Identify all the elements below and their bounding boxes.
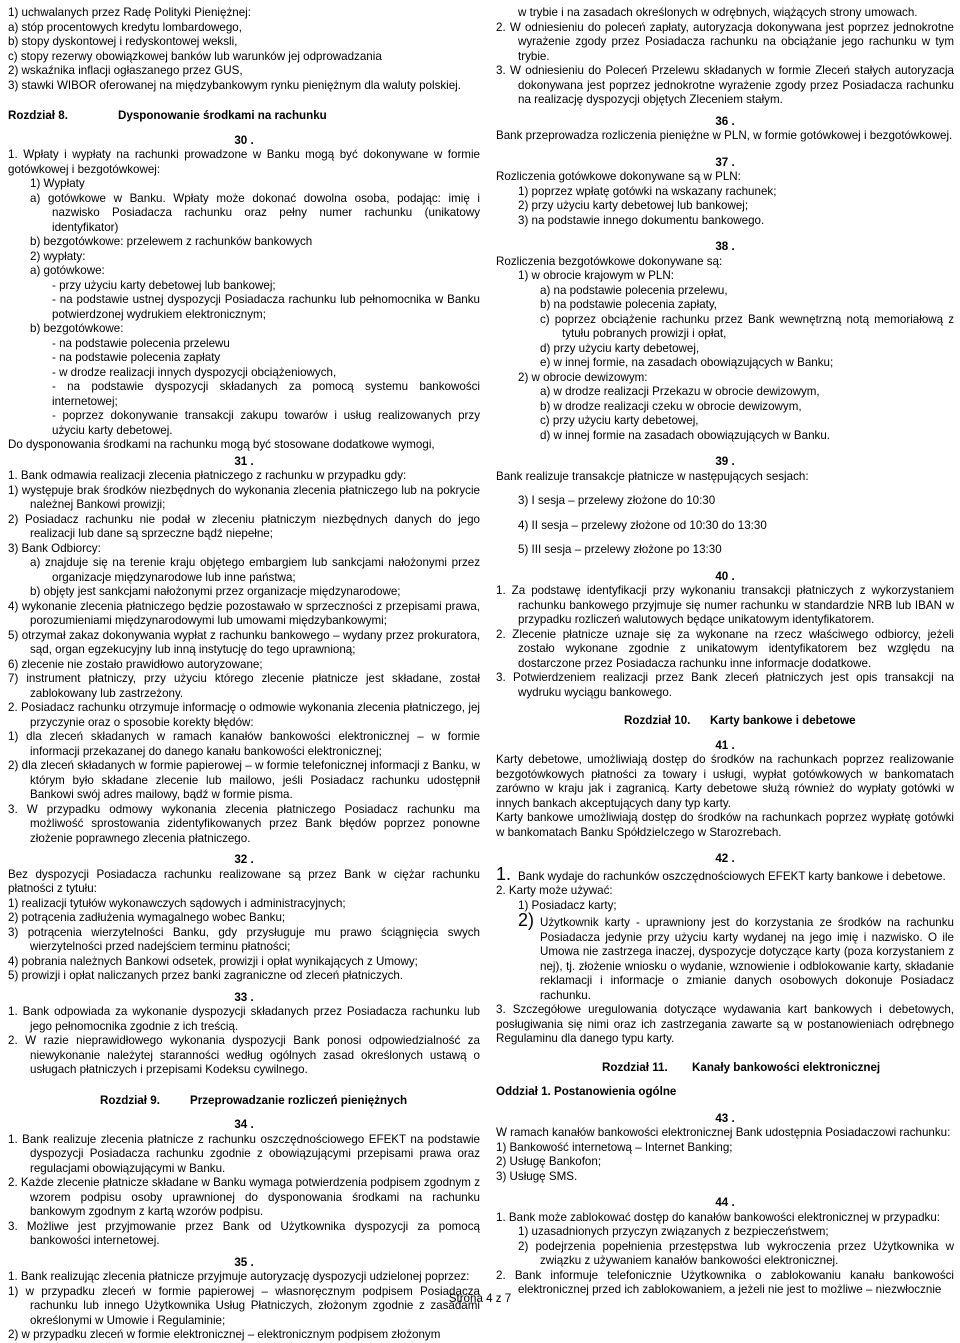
list-item: b) bezgotówkowe: przelewem z rachunków bankowych	[30, 235, 313, 248]
list-text: Bank wydaje do rachunków oszczędnościowych EFEKT karty bankowe i debetowe.	[518, 869, 946, 883]
section-title: 43 .	[715, 1111, 735, 1125]
chapter-title: Kanały bankowości elektronicznej	[692, 1060, 881, 1074]
list-item: 1. Bank odpowiada za wykonanie dyspozycji składanych przez Posiadacza rachunku lub jego pełnomocnika zgodnie z ich treścią.	[8, 1005, 480, 1033]
list-item: a) w drodze realizacji Przekazu w obrocie dewizowym,	[540, 385, 820, 398]
list-item: - na podstawie ustnej dyspozycji Posiadacza rachunku lub pełnomocnika w Banku potwierdzonej wydrukiem elektronicznym;	[52, 293, 480, 321]
section-title: 42 .	[715, 852, 735, 865]
list-item: 2. W razie nieprawidłowego wykonania dyspozycji Bank ponosi odpowiedzialność za niewykonanie należytej staranności według ogólnych zasad określonych ustawą o usługach płatniczych i przepisami Kodeksu cywilnego.	[8, 1034, 480, 1076]
list-item: 2. Bank informuje telefonicznie Użytkownika o zablokowaniu kanału bankowości elektronicznej przed ich zablokowaniem, a jeżeli nie jest to możliwe – niezwłocznie	[496, 1268, 954, 1296]
list-item: 3. W odniesieniu do Poleceń Przelewu składanych w formie Zleceń stałych autoryzacja dokonywana jest poprzez jednokrotne wyrażenie zgody przez Posiadacza rachunku na realizację dyspozycji objętych Zleceniem stałym.	[496, 64, 954, 106]
list-item	[496, 910, 954, 1003]
section-title: 38 .	[715, 240, 735, 253]
chapter-title: Przeprowadzanie rozliczeń pieniężnych	[190, 1093, 408, 1107]
page-footer: Strona 4 z 7	[448, 1292, 512, 1305]
paragraph: 3. Szczegółowe uregulowania dotyczące wydawania kart bankowych i debetowych, posługiwania się nimi oraz ich zastrzegania zawarte są w postanowieniach odrębnego Regulaminu dla danego typu karty.	[496, 1003, 954, 1045]
list-item: b) w drodze realizacji czeku w obrocie dewizowym,	[540, 399, 802, 413]
list-item: - poprzez dokonywanie transakcji zakupu towarów i usług realizowanych przy użyciu karty debetowej.	[52, 409, 480, 437]
paragraph: Bez dyspozycji Posiadacza rachunku realizowane są przez Bank w ciężar rachunku płatności z tytułu:	[8, 867, 480, 895]
list-item: 1. Za podstawę identyfikacji przy wykonaniu transakcji płatniczych z wykorzystaniem rachunku bankowego przyjmuje się numer rachunku w standardzie NRB lub IBAN w przypadku rozliczeń walutowych będące unikatowym identyfikatorem.	[496, 584, 954, 626]
list-item: 3. W przypadku odmowy wykonania zlecenia płatniczego Posiadacz rachunku ma możliwość sprostowania zidentyfikowanych przez Bank błędów poprzez ponowne złożenie poprawnego zlecenia płatniczego.	[8, 802, 480, 845]
list-item: 2) wypłaty:	[30, 249, 86, 263]
list-item: - na podstawie polecenia zapłaty	[52, 351, 221, 364]
list-item: 2. Karty może używać:	[496, 884, 613, 897]
chapter-number: Rozdział 11.	[602, 1060, 668, 1074]
list-item: a) gotówkowe:	[30, 264, 105, 277]
chapter-number: Rozdział 9.	[100, 1093, 160, 1107]
list-item: 2. Zlecenie płatnicze uznaje się za wykonane na rzecz właściwego odbiorcy, jeżeli zostało wykonane zgodnie z unikatowym identyfikatorem bez względu na dostarczone przez Posiadacza rachunku inne informacje dodatkowe.	[496, 627, 954, 670]
list-item: 1) w przypadku zleceń w formie papierowej – własnoręcznym podpisem Posiadacza rachunku lub innego Użytkownika Usług Płatniczych, złożonym zgodnie z zasadami określonymi w Umowie i Regulaminie;	[8, 1284, 480, 1327]
list-item: 1) Bankowość internetową – Internet Banking;	[496, 1140, 733, 1154]
section-title: 44 .	[715, 1196, 735, 1209]
list-item: 2) Posiadacz rachunku nie podał w zleceniu płatniczym niezbędnych danych do jego realizacji lub dane są sprzeczne bądź niepełne;	[8, 512, 480, 540]
list-item: - na podstawie dyspozycji składanych za pomocą systemu bankowości internetowej;	[52, 380, 480, 408]
section-title: 41 .	[715, 738, 735, 752]
text-line: 1) uchwalanych przez Radę Polityki Pieniężnej:	[8, 6, 251, 19]
section-title: 30 .	[234, 133, 254, 147]
left-column	[8, 6, 480, 1343]
paragraph: Rozliczenia gotówkowe dokonywane są w PLN:	[496, 170, 741, 183]
list-item: 1) w obrocie krajowym w PLN:	[518, 269, 674, 282]
list-item: d) w innej formie na zasadach obowiązujących w Banku.	[540, 428, 830, 442]
list-item: 5) otrzymał zakaz dokonywania wypłat z rachunku bankowego – wydany przez prokuratora, sąd, organ egzekucyjny lub inną instytucję do tego uprawnioną;	[8, 628, 480, 656]
list-item: 2) Usługę Bankofon;	[496, 1155, 602, 1168]
list-item: 1) Wypłaty	[30, 177, 85, 190]
chapter-title: Karty bankowe i debetowe	[710, 714, 856, 727]
section-title: 35 .	[234, 1255, 254, 1269]
chapter-heading	[8, 1094, 480, 1109]
list-item: 3) na podstawie innego dokumentu bankowego.	[518, 213, 765, 227]
list-item: 3) I sesja – przelewy złożone do 10:30	[518, 494, 716, 507]
list-item: 1) występuje brak środków niezbędnych do wykonania zlecenia płatniczego lub na pokrycie należnej Bankowi prowizji;	[8, 483, 480, 511]
text-line: 3) stawki WIBOR oferowanej na międzybankowym rynku pieniężnym dla waluty polskiej.	[8, 78, 461, 92]
paragraph: w trybie i na zasadach określonych w odrębnych, wiążących strony umowach.	[518, 6, 918, 19]
list-item: 2) podejrzenia popełnienia przestępstwa lub wykroczenia przez Użytkownika w związku z używaniem kanałów bankowości elektronicznej.	[518, 1239, 954, 1267]
paragraph: Karty bankowe umożliwiają dostęp do środków na rachunkach poprzez wypłatę gotówki w bankomatach Banku Spółdzielczego w Starozrebach.	[496, 811, 954, 839]
list-item: - na podstawie polecenia przelewu	[52, 336, 230, 350]
list-item: a) gotówkowe w Banku. Wpłaty może dokonać dowolna osoba, podając: imię i nazwisko Posiadacza rachunku oraz pełny numer rachunku (unikatowy identyfikator)	[30, 191, 480, 234]
list-item: 3) Usługę SMS.	[496, 1169, 578, 1183]
paragraph: Bank realizuje transakcje płatnicze w następujących sesjach:	[496, 469, 809, 483]
list-item: 2) przy użyciu karty debetowej lub bankowej;	[518, 199, 749, 212]
chapter-number: Rozdział 10.	[624, 714, 691, 727]
list-item: c) poprzez obciążenie rachunku przez Bank wewnętrzną notą memoriałową z tytułu pobranych prowizji i opłat,	[540, 312, 954, 340]
text-line: c) stopy rezerwy obowiązkowej banków lub warunków jej odprowadzania	[8, 49, 382, 63]
list-item: 5) prowizji i opłat naliczanych przez banki zagraniczne od zleceń płatniczych.	[8, 969, 404, 982]
list-item: e) w innej formie, na zasadach obowiązujących w Banku;	[540, 356, 834, 369]
list-item: 1. Bank realizuje zlecenia płatnicze z rachunku oszczędnościowego EFEKT na podstawie dyspozycji Posiadacza rachunku zgodnie z obowiązującymi przepisami prawa oraz regulacjami obowiązującymi w Banku.	[8, 1132, 480, 1175]
list-item: 2) potrącenia zadłużenia wymagalnego wobec Banku;	[8, 911, 286, 924]
list-item: a) na podstawie polecenia przelewu,	[540, 283, 728, 297]
section-title: 33 .	[234, 990, 254, 1004]
list-item: 1) poprzez wpłatę gotówki na wskazany rachunek;	[518, 184, 777, 198]
list-item: - w drodze realizacji innych dyspozycji obciążeniowych,	[52, 365, 337, 379]
list-item: a) znajduje się na terenie kraju objętego embargiem lub sankcjami nałożonymi przez organizacje międzynarodowe lub inne państwa;	[30, 556, 480, 584]
paragraph: W ramach kanałów bankowości elektronicznej Bank udostępnia Posiadaczowi rachunku:	[496, 1126, 951, 1139]
list-item: 3. Potwierdzeniem realizacji przez Bank zleceń płatniczych jest opis transakcji na wydruku wyciągu bankowego.	[496, 671, 954, 699]
list-item: 5) III sesja – przelewy złożone po 13:30	[518, 543, 722, 556]
paragraph: Do dysponowania środkami na rachunku mogą być stosowane dodatkowe wymogi,	[8, 438, 435, 451]
list-item: 2) w obrocie dewizowym:	[518, 370, 648, 384]
text-line: a) stóp procentowych kredytu lombardowego,	[8, 20, 242, 34]
list-item: 1. Bank realizując zlecenia płatnicze przyjmuje autoryzację dyspozycji udzielonej poprzez:	[8, 1270, 470, 1283]
text-line: b) stopy dyskontowej i redyskontowej weksli,	[8, 35, 238, 48]
list-item: 2. Każde zlecenie płatnicze składane w Banku wymaga potwierdzenia podpisem zgodnym z wzorem podpisu osoby uprawnionej do dysponowania środkami na rachunku bankowym zgodnym z kartą wzorów podpisu.	[8, 1176, 480, 1218]
list-item	[496, 863, 954, 885]
section-title: 31 .	[234, 454, 254, 468]
list-item: 3. Możliwe jest przyjmowanie przez Bank od Użytkownika dyspozycji za pomocą bankowości internetowej.	[8, 1219, 480, 1247]
text-line: 2) wskaźnika inflacji ogłaszanego przez GUS,	[8, 64, 243, 77]
list-item: b) bezgotówkowe:	[30, 322, 124, 335]
section-title: 36 .	[715, 114, 735, 128]
section-title: 37 .	[715, 155, 735, 169]
list-item: 1) dla zleceń składanych w ramach kanałów bankowości elektronicznej – w formie informacji przekazanej do danego kanału bankowości elektronicznej;	[8, 730, 480, 758]
list-item: 7) instrument płatniczy, przy użyciu którego zlecenie płatnicze jest składane, został zablokowany lub zastrzeżony.	[8, 672, 480, 700]
list-item: 2) dla zleceń składanych w formie papierowej – w formie telefonicznej informacji z Banku, w którym było składane zlecenie lub mailowo, jeśli Posiadacz rachunku udostępnił Bankowi swój adres mailowy, bądź w formie pisma.	[8, 759, 480, 801]
list-item: 4) pobrania należnych Bankowi odsetek, prowizji i opłat wynikających z Umowy;	[8, 954, 418, 968]
section-title: 34 .	[234, 1118, 254, 1131]
list-item: 1) realizacji tytułów wykonawczych sądowych i administracyjnych;	[8, 896, 346, 910]
chapter-title: Dysponowanie środkami na rachunku	[118, 109, 327, 122]
list-item: 4) wykonanie zlecenia płatniczego będzie pozostawało w sprzeczności z przepisami prawa, porozumieniami międzynarodowymi lub umowami międzybankowymi;	[8, 599, 480, 627]
paragraph: Bank przeprowadza rozliczenia pieniężne w PLN, w formie gotówkowej i bezgotówkowej.	[496, 129, 953, 142]
list-item: 1) Posiadacz karty;	[518, 898, 617, 912]
list-item: 2) w przypadku zleceń w formie elektronicznej – elektronicznym podpisem złożonym	[8, 1328, 441, 1341]
list-item: - przy użyciu karty debetowej lub bankowej;	[52, 278, 276, 292]
list-item: b) objęty jest sankcjami nałożonymi przez organizacje międzynarodowe;	[30, 585, 401, 598]
list-number: 2)	[518, 910, 535, 930]
chapter-heading	[8, 109, 480, 124]
right-column	[496, 6, 954, 1298]
paragraph: 1. Bank odmawia realizacji zlecenia płatniczego z rachunku w przypadku gdy:	[8, 469, 407, 482]
list-item: 2. Posiadacz rachunku otrzymuje informację o odmowie wykonania zlecenia płatniczego, jej przyczynie oraz o sposobie korekty błędów:	[8, 701, 480, 729]
list-item: 3) Bank Odbiorcy:	[8, 541, 101, 555]
list-item: 2. W odniesieniu do poleceń zapłaty, autoryzacja dokonywana jest poprzez jednokrotne wyrażenie zgody przez Posiadacza rachunku na obciążanie jego rachunku w tym trybie.	[496, 20, 954, 63]
section-title: 39 .	[715, 455, 735, 468]
list-text: Użytkownik karty - uprawniony jest do korzystania ze środków na rachunku Posiadacza jedynie przy użyciu karty wydanej na jego imię i nazwisko. O ile Umowa nie zastrzega inaczej, dyspozycje dotyczące karty (poza korzystaniem z nej), tj. złożenie wniosku o wydanie, wznowienie i odblokowanie karty, składanie reklamacji i informacje o zmianie danych osobowych dokonuje Posiadacz rachunku.	[540, 916, 954, 1002]
list-item: 1) uzasadnionych przyczyn związanych z bezpieczeństwem;	[518, 1225, 829, 1238]
chapter-heading	[496, 1061, 954, 1076]
chapter-number: Rozdział 8.	[8, 109, 68, 122]
list-item: d) przy użyciu karty debetowej,	[540, 341, 700, 355]
paragraph: Karty debetowe, umożliwiają dostęp do środków na rachunkach poprzez realizowanie bezgotówkowych płatności za towary i usługi, wypłat gotówkowych w bankomatach zarówno w kraju jak i zagranicą. Karty debetowe służą również do wypłaty gotówki w innych bankach akceptujących dany typ karty.	[496, 753, 954, 810]
paragraph: Rozliczenia bezgotówkowe dokonywane są:	[496, 254, 723, 268]
paragraph: 1. Wpłaty i wypłaty na rachunki prowadzone w Banku mogą być dokonywane w formie gotówkowej i bezgotówkowej:	[8, 148, 480, 176]
department-heading: Oddział 1. Postanowienia ogólne	[496, 1085, 677, 1098]
list-number: 1.	[496, 863, 512, 884]
list-item: b) na podstawie polecenia zapłaty,	[540, 298, 718, 311]
list-item: 4) II sesja – przelewy złożone od 10:30 do 13:30	[518, 518, 767, 532]
list-item: 1. Bank może zablokować dostęp do kanałów bankowości elektronicznej w przypadku:	[496, 1210, 941, 1224]
list-item: 6) zlecenie nie zostało prawidłowo autoryzowane;	[8, 657, 263, 671]
section-title: 40 .	[715, 569, 735, 583]
list-item: c) przy użyciu karty debetowej,	[540, 414, 699, 427]
chapter-heading	[496, 714, 954, 729]
section-title: 32 .	[234, 853, 254, 866]
list-item: 3) potrącenia wierzytelności Banku, gdy przysługuje mu prawo ściągnięcia swych wierzytelności przed nadejściem terminu płatności;	[8, 925, 480, 953]
